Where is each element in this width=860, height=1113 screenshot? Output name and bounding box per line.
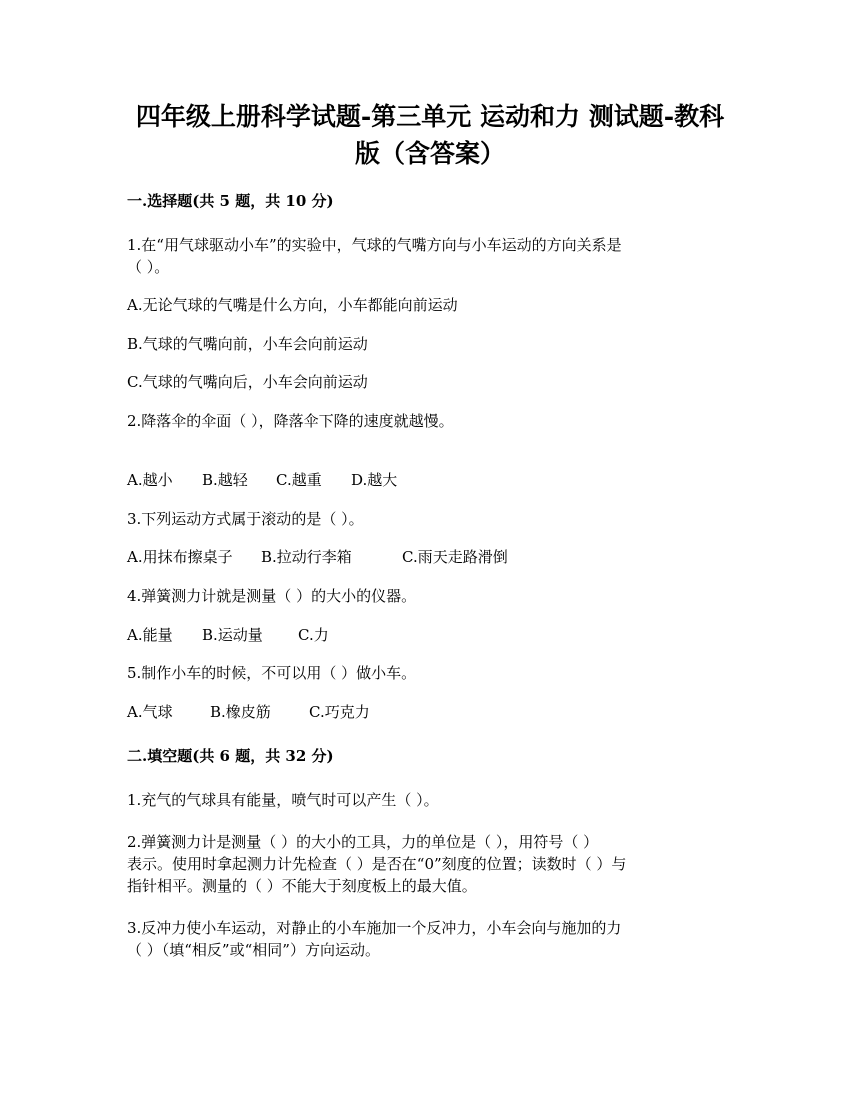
q1-option-a: A.无论气球的气嘴是什么方向，小车都能向前运动 [127, 296, 458, 314]
title-line-2: 版（含答案） [354, 139, 505, 168]
q2-option-a: A.越小 [127, 471, 173, 489]
q4-options [127, 624, 733, 646]
q2-option-d: D.越大 [351, 471, 398, 489]
q5-option-a: A.气球 [127, 703, 173, 721]
q1-stem-line2: （ ）。 [127, 258, 170, 276]
document-title [120, 98, 740, 172]
fill-q2-line1: 2.弹簧测力计是测量（ ）的大小的工具，力的单位是（ ），用符号（ ） [127, 833, 599, 851]
q1-option-c: C.气球的气嘴向后，小车会向前运动 [127, 373, 368, 391]
q1-option-b: B.气球的气嘴向前，小车会向前运动 [127, 335, 368, 353]
q5-options [127, 701, 733, 723]
q4-stem: 4.弹簧测力计就是测量（ ）的大小的仪器。 [127, 587, 417, 605]
q3-option-b: B.拉动行李箱 [261, 548, 352, 566]
q5-option-c: C.巧克力 [309, 703, 370, 721]
q3-options [127, 546, 733, 568]
title-line-1: 四年级上册科学试题-第三单元 运动和力 测试题-教科 [135, 102, 725, 131]
q2-option-b: B.越轻 [202, 471, 248, 489]
fill-q1: 1.充气的气球具有能量，喷气时可以产生（ ）。 [127, 791, 439, 809]
q4-option-a: A.能量 [127, 626, 173, 644]
q2-options [127, 469, 733, 491]
q2-option-c: C.越重 [276, 471, 322, 489]
fill-q3-line2: （ ）（填“相反”或“相同”）方向运动。 [127, 941, 380, 959]
q3-stem: 3.下列运动方式属于滚动的是（ ）。 [127, 510, 364, 528]
q4-option-c: C.力 [298, 626, 329, 644]
q5-option-b: B.橡皮筋 [210, 703, 271, 721]
q4-option-b: B.运动量 [202, 626, 263, 644]
fill-q3-line1: 3.反冲力使小车运动，对静止的小车施加一个反冲力，小车会向与施加的力 [127, 919, 622, 937]
fill-q2-line2: 表示。使用时拿起测力计先检查（ ）是否在“0”刻度的位置；读数时（ ）与 [127, 855, 627, 873]
q2-stem: 2.降落伞的伞面（ ），降落伞下降的速度就越慢。 [127, 412, 454, 430]
q3-option-a: A.用抹布擦桌子 [127, 548, 233, 566]
q3-option-c: C.雨天走路滑倒 [402, 548, 508, 566]
q5-stem: 5.制作小车的时候，不可以用（ ）做小车。 [127, 664, 417, 682]
fill-q2-line3: 指针相平。测量的（ ）不能大于刻度板上的最大值。 [127, 877, 477, 895]
section2-heading: 二.填空题(共 6 题，共 32 分) [127, 747, 334, 765]
q1-stem-line1: 1.在“用气球驱动小车”的实验中，气球的气嘴方向与小车运动的方向关系是 [127, 236, 622, 254]
section1-heading: 一.选择题(共 5 题，共 10 分) [127, 192, 334, 210]
